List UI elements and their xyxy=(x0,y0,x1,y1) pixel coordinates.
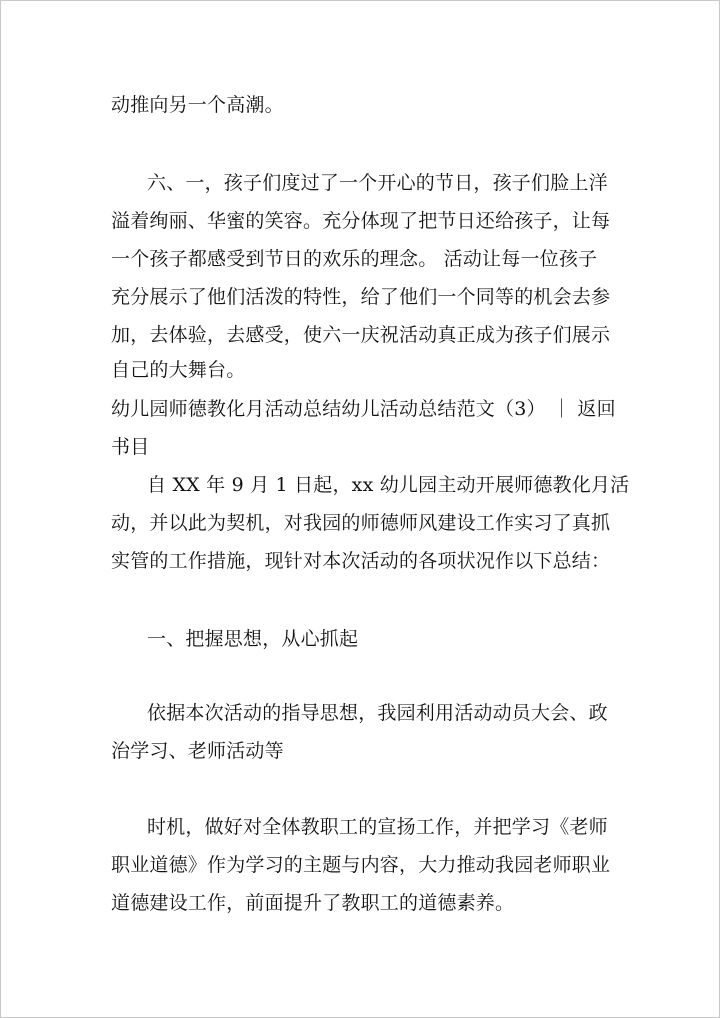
section-title-continued: 书目 xyxy=(111,436,150,458)
paragraph-first-line: 时机，做好对全体教职工的宣扬工作，并把学习《老师 xyxy=(147,816,608,838)
text-line: 职业道德》作为学习的主题与内容，大力推动我园老师职业 xyxy=(111,854,611,876)
text-line: 溢着绚丽、华蜜的笑容。充分体现了把节日还给孩子，让每 xyxy=(111,210,611,232)
subheading: 一、把握思想，从心抓起 xyxy=(147,628,359,650)
paragraph-first-line: 自 XX 年 9 月 1 日起，xx 幼儿园主动开展师德教化月活 xyxy=(147,474,630,496)
text-line: 动，并以此为契机，对我园的师德师风建设工作实习了真抓 xyxy=(111,512,611,534)
paragraph-first-line: 六、一，孩子们度过了一个开心的节日，孩子们脸上洋 xyxy=(147,172,608,194)
text-line: 一个孩子都感受到节日的欢乐的理念。 活动让每一位孩子 xyxy=(111,248,598,270)
text-line: 充分展示了他们活泼的特性，给了他们一个同等的机会去参 xyxy=(111,286,611,308)
text-line: 实管的工作措施，现针对本次活动的各项状况作以下总结： xyxy=(111,550,611,572)
text-line: 自己的大舞台。 xyxy=(111,359,246,381)
text-line: 加，去体验，去感受，使六一庆祝活动真正成为孩子们展示 xyxy=(111,324,611,346)
text-line: 动推向另一个高潮。 xyxy=(111,94,284,116)
text-line: 治学习、老师活动等 xyxy=(111,740,284,762)
section-title: 幼儿园师德教化月活动总结幼儿活动总结范文（3） ｜ 返回 xyxy=(111,398,616,420)
paragraph-first-line: 依据本次活动的指导思想，我园利用活动动员大会、政 xyxy=(147,702,608,724)
text-line: 道德建设工作，前面提升了教职工的道德素养。 xyxy=(111,892,515,914)
